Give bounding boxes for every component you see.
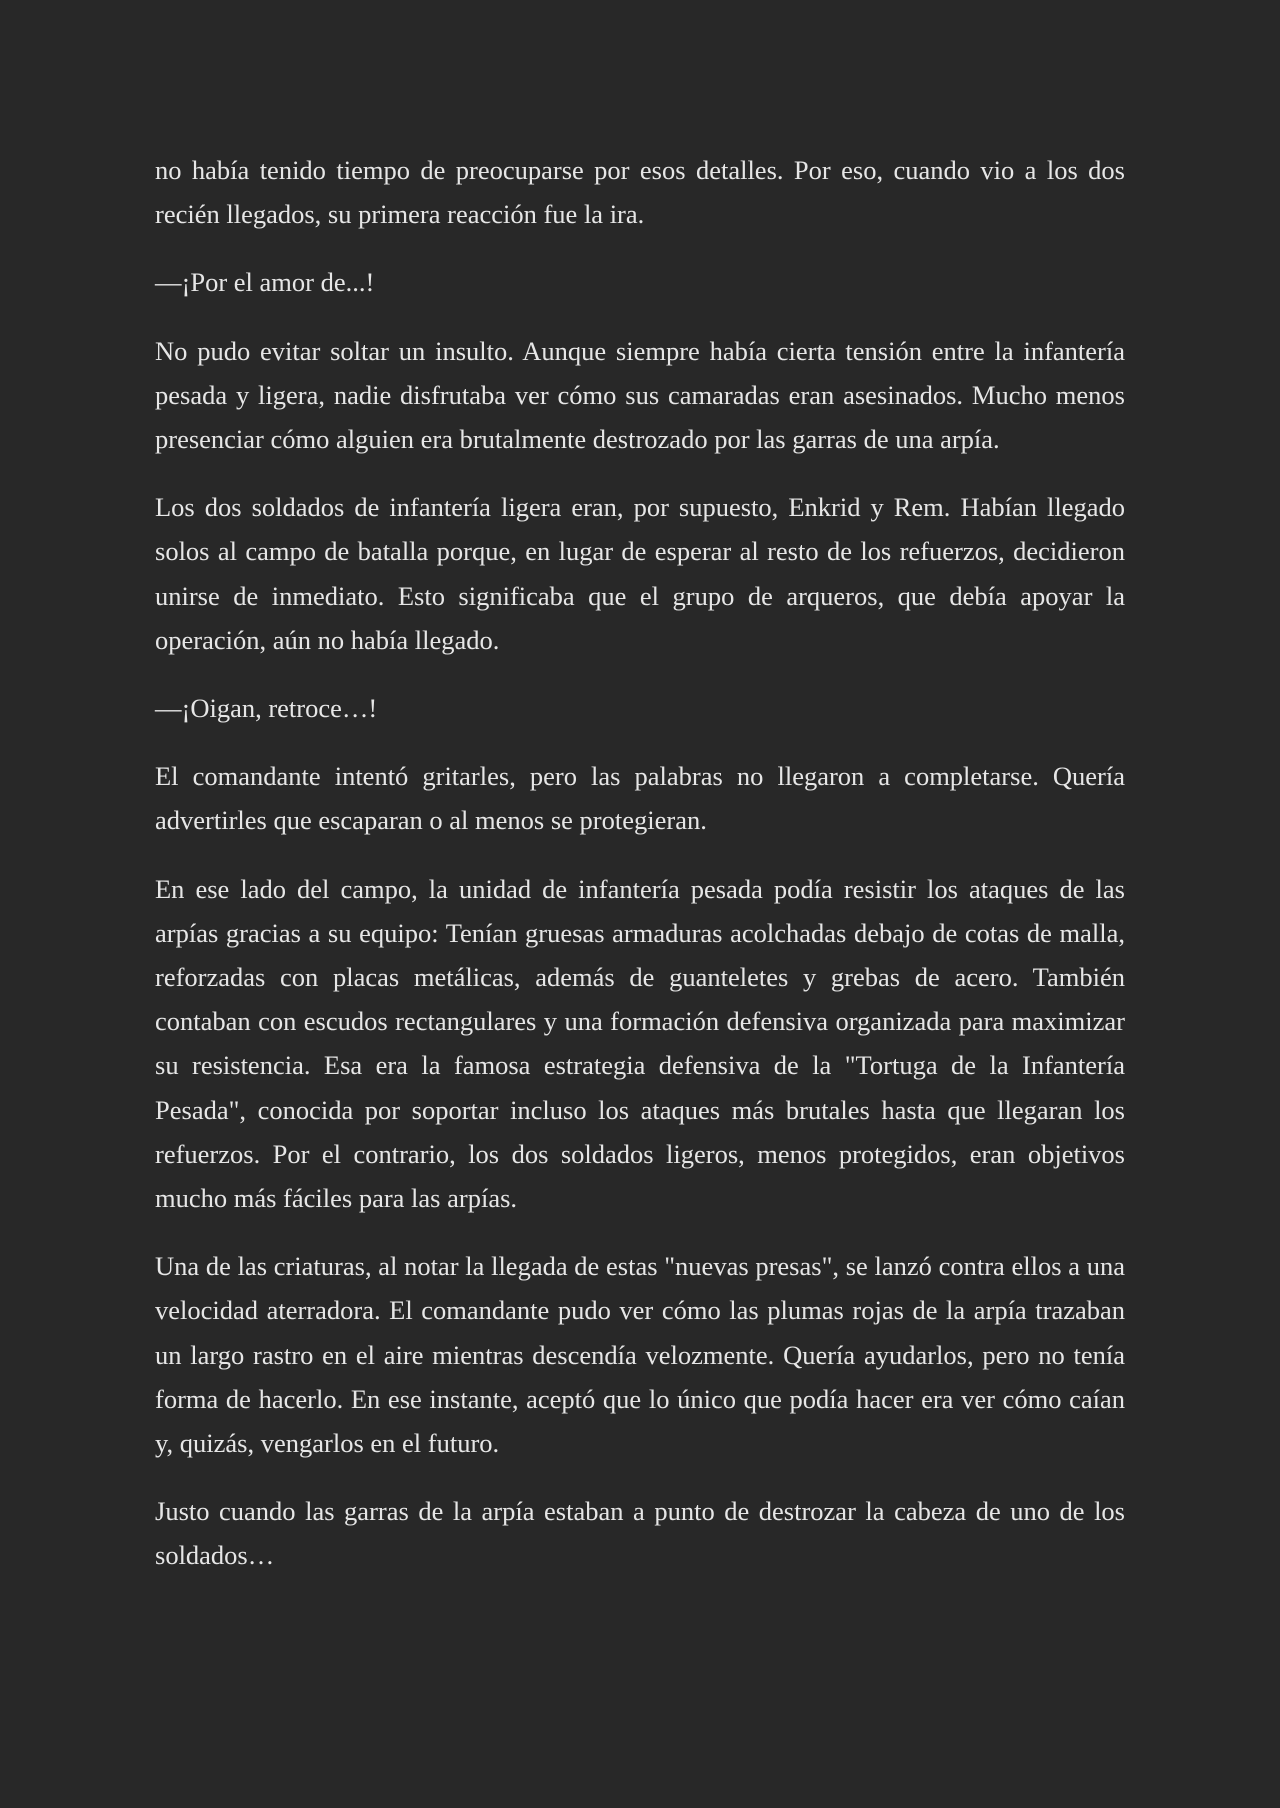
paragraph-7: En ese lado del campo, la unidad de infantería pesada podía resistir los ataques de las arpías gracias a su equipo: Tenían gruesas armaduras acolchadas debajo de cotas de malla, reforzadas con placas metálicas, además de guanteletes y grebas de acero. También contaban con escudos rectangulares y una formación defensiva organizada para maximizar su resistencia. Esa era la famosa estrategia defensiva de la "Tortuga de la Infantería Pesada", conocida por soportar incluso los ataques más brutales hasta que llegaran los refuerzos. Por el contrario, los dos soldados ligeros, menos protegidos, eran objetivos mucho más fáciles para las arpías. (155, 873, 1125, 1214)
paragraph-5-dialogue: —¡Oigan, retroce…! (155, 693, 378, 724)
paragraph-3: No pudo evitar soltar un insulto. Aunque siempre había cierta tensión entre la infantería pesada y ligera, nadie disfrutaba ver cómo sus camaradas eran asesinados. Mucho menos presenciar cómo alguien era brutalmente destrozado por las garras de una arpía. (155, 335, 1125, 455)
paragraph-2-dialogue: —¡Por el amor de...! (155, 267, 375, 298)
paragraph-9: Justo cuando las garras de la arpía estaban a punto de destrozar la cabeza de uno de los soldados… (155, 1496, 1125, 1571)
paragraph-8: Una de las criaturas, al notar la llegada de estas "nuevas presas", se lanzó contra ellos a una velocidad aterradora. El comandante pudo ver cómo las plumas rojas de la arpía trazaban un largo rastro en el aire mientras descendía velozmente. Quería ayudarlos, pero no tenía forma de hacerlo. En ese instante, aceptó que lo único que podía hacer era ver cómo caían y, quizás, vengarlos en el futuro. (155, 1251, 1125, 1459)
paragraph-4: Los dos soldados de infantería ligera eran, por supuesto, Enkrid y Rem. Habían llegado solos al campo de batalla porque, en lugar de esperar al resto de los refuerzos, decidieron unirse de inmediato. Esto significaba que el grupo de arqueros, que debía apoyar la operación, aún no había llegado. (155, 492, 1125, 655)
chapter-text (155, 148, 1125, 1602)
paragraph-6: El comandante intentó gritarles, pero las palabras no llegaron a completarse. Quería advertirles que escaparan o al menos se protegieran. (155, 761, 1125, 836)
paragraph-1: no había tenido tiempo de preocuparse por esos detalles. Por eso, cuando vio a los dos recién llegados, su primera reacción fue la ira. (155, 155, 1125, 230)
